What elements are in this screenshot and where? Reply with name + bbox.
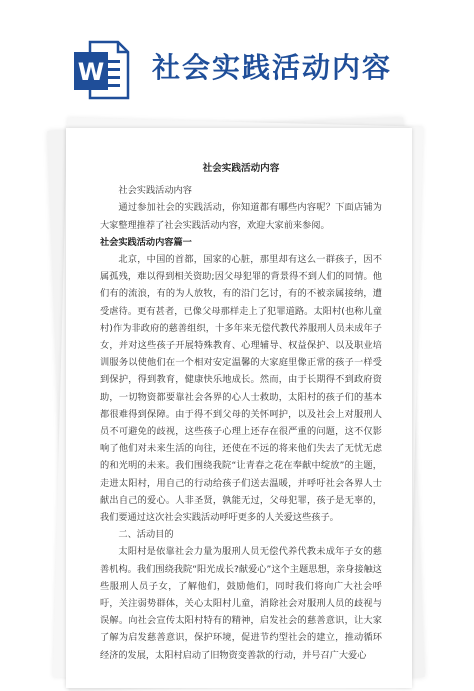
paragraph-subtitle: 社会实践活动内容	[118, 185, 192, 197]
word-logo-letter: W	[77, 58, 105, 86]
section-heading: 社会实践活动内容篇一	[100, 236, 192, 248]
document-page	[66, 128, 412, 688]
document-title: 社会实践活动内容	[202, 163, 280, 174]
word-document-icon	[72, 38, 130, 102]
paragraph-background: 北京，中国的首都，国家的心脏，那里却有这么一群孩子，因不属孤残，难以得到相关资助;因父母犯罪的背景得不到人们的同情。他们有的流浪，有的为人放牧，有的沿门乞讨，有的不被亲属接纳，遭受虐待。更有甚者，已像父母那样走上了犯罪道路。太阳村(也称儿童村)作为非政府的慈善组织，十多年来无偿代教代养服刑人员未成年子女，并对这些孩子开展特殊教育、心理辅导、权益保护、以及职业培训服务以使他们在一个相对安定温馨的大家庭里像正常的孩子一样受到保护，得到教育，健康快乐地成长。然而，由于长期得不到政府资助，一切物资都要靠社会各界的心人士救助，太阳村的孩子们的基本都很难得到保障。由于得不到父母的关怀呵护，以及社会上对服刑人员不可避免的歧视，这些孩子心理上还存在很严重的问题，这不仅影响了他们对未来生活的向往，还使在不远的将来他们失去了无忧无虑的和光明的未来。我们围绕我院“让青春之花在奉献中绽放”的主题，走进太阳村，用自己的行动给孩子们送去温暖，并呼吁社会各界人士献出自己的爱心。人非圣贤，孰能无过，父母犯罪，孩子是无辜的，我们要通过这次社会实践活动呼吁更多的人关爱这些孩子。	[100, 254, 382, 524]
banner-title: 社会实践活动内容	[152, 51, 393, 84]
header-banner	[0, 0, 474, 120]
subsection-heading: 二、活动目的	[118, 529, 174, 541]
paragraph-purpose: 太阳村是依靠社会力量为服刑人员无偿代养代教未成年子女的慈善机构。我们围绕我院“阳光成长?献爱心”这个主题思想，亲身接触这些服刑人员子女，了解他们，鼓励他们，同时我们将向广大社会呼吁，关注弱势群体，关心太阳村儿童，消除社会对服刑人员的歧视与误解。向社会宣传太阳村特有的精神，启发社会的慈善意识，让大家了解为启发慈善意识，保护环境，促进节约型社会的建立，推动循环经济的发展，太阳村启动了旧物资变善款的行动，并号召广大爱心	[100, 546, 382, 661]
paragraph-intro: 通过参加社会的实践活动，你知道都有哪些内容呢？下面店铺为大家整理推荐了社会实践活动内容，欢迎大家前来参阅。	[100, 202, 382, 231]
